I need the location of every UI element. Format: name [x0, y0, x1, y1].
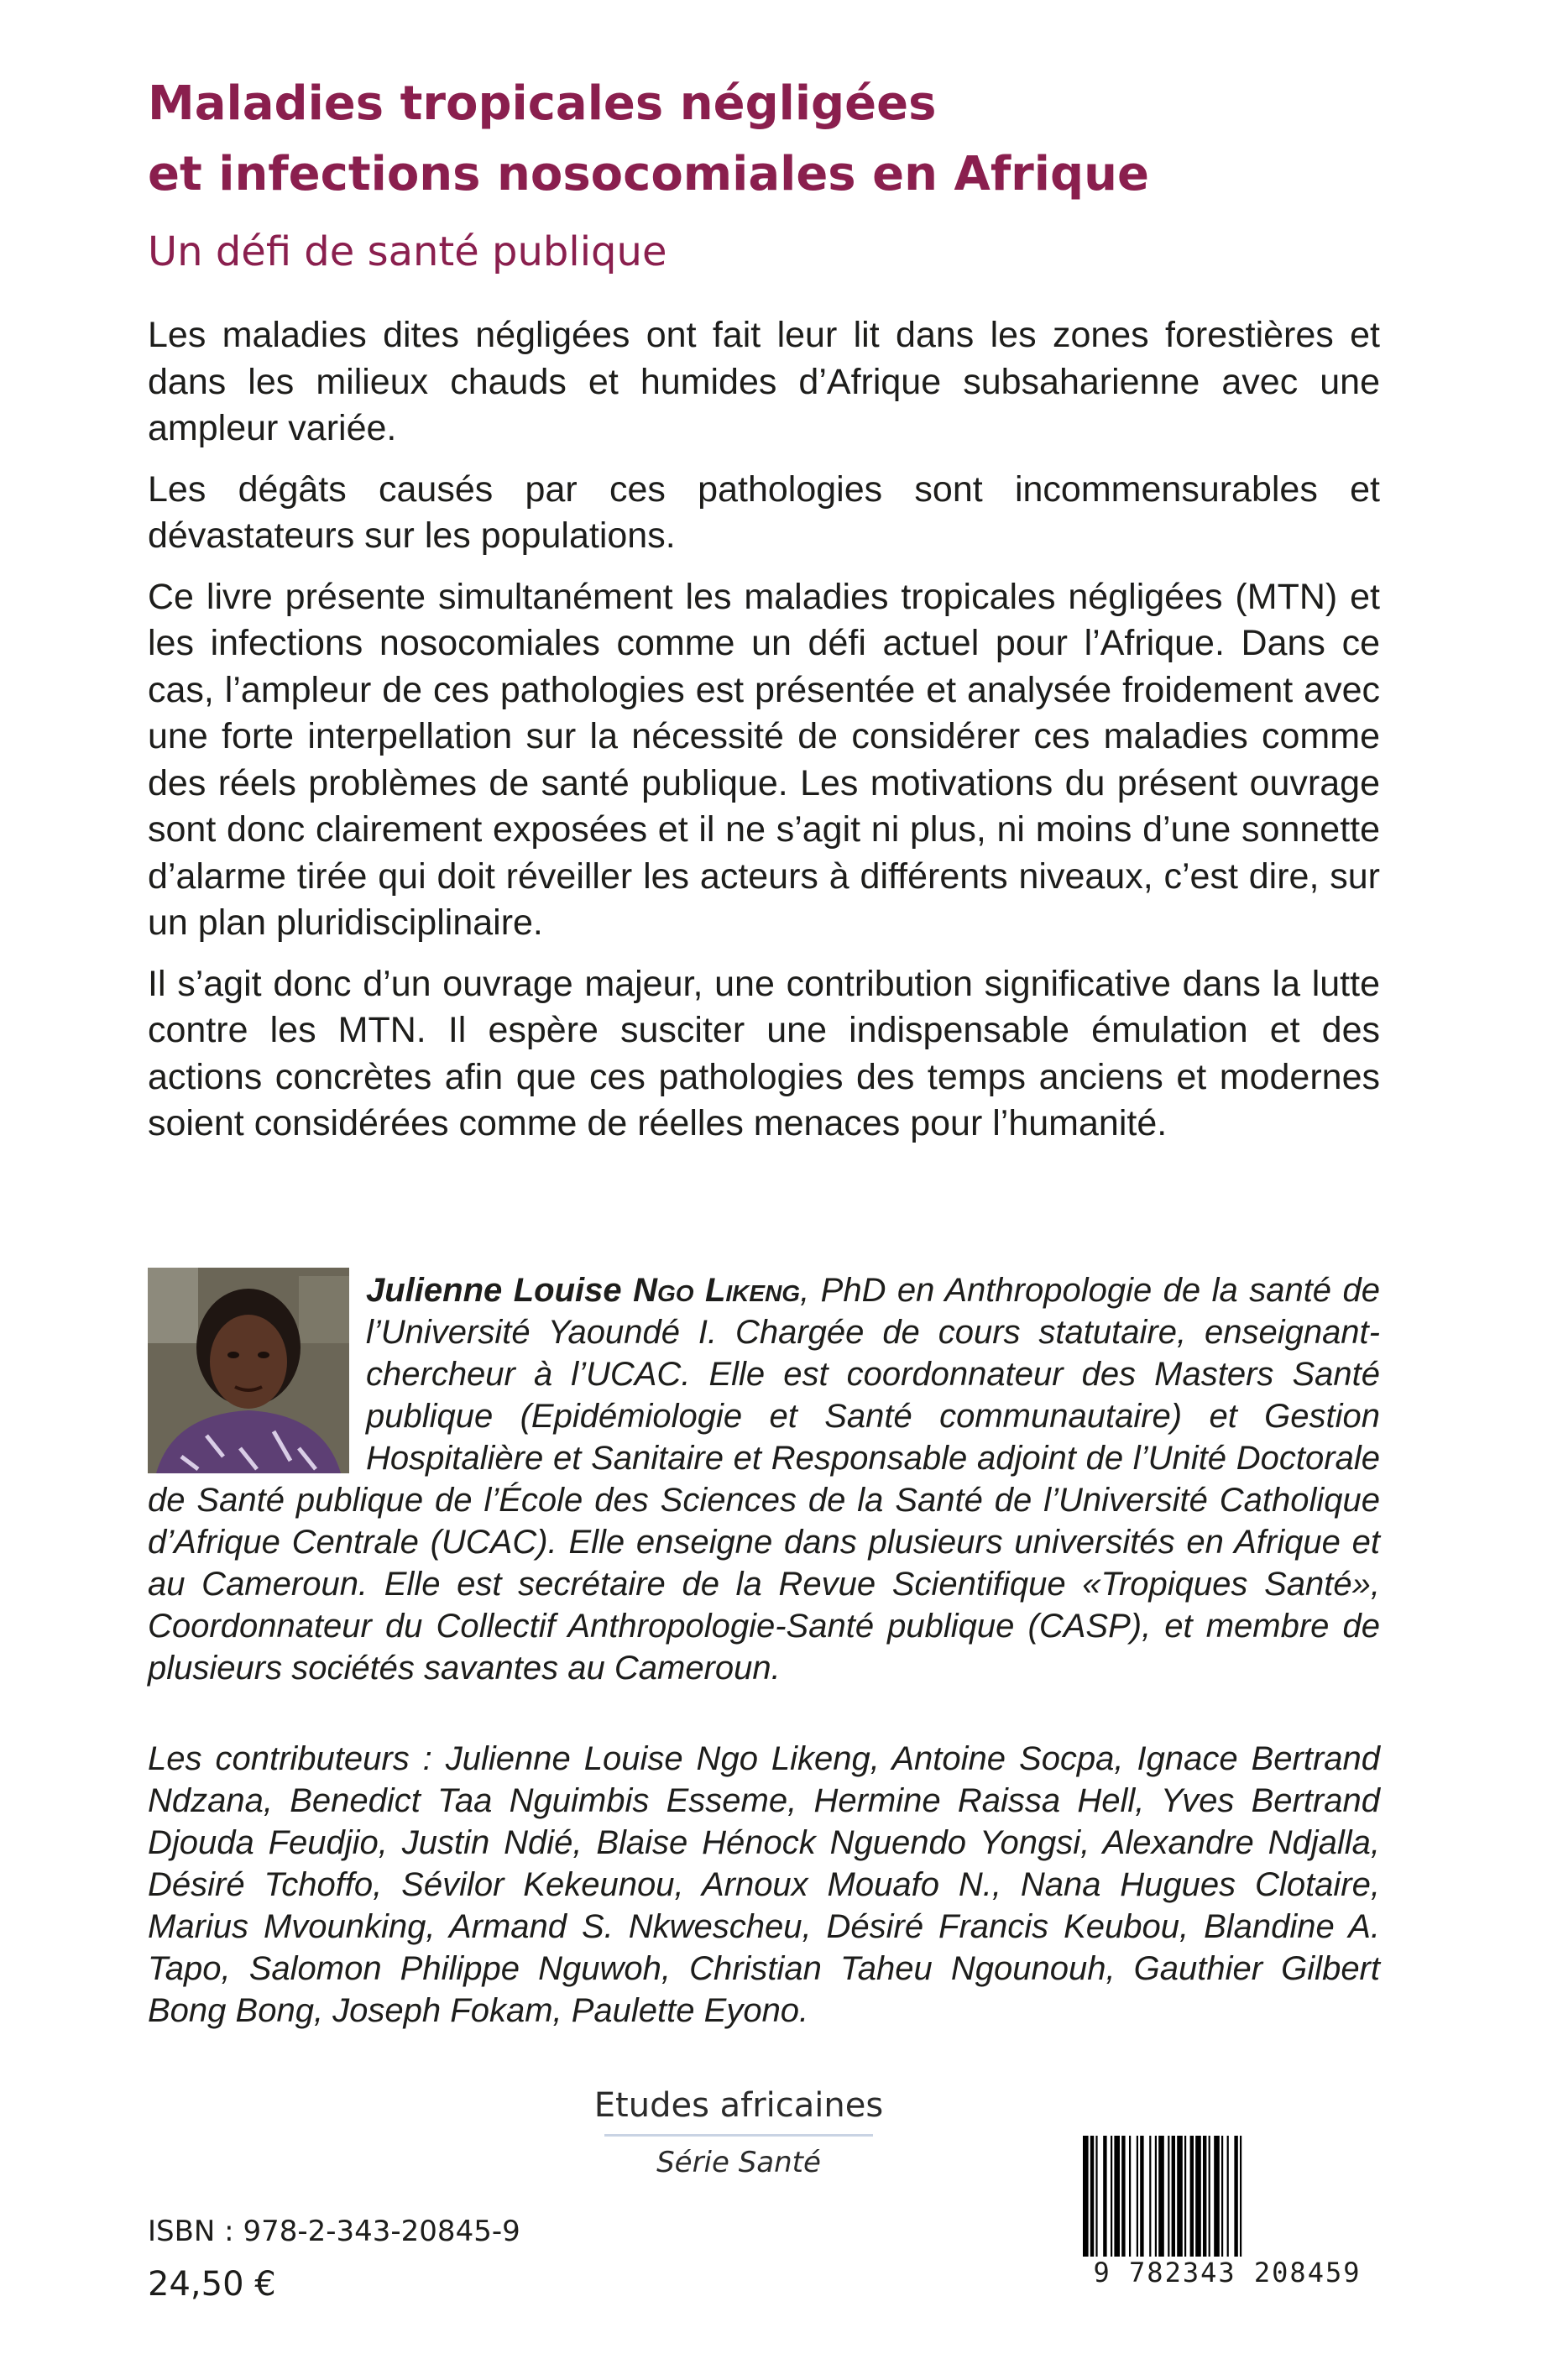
series-subtitle: Série Santé — [656, 2146, 821, 2179]
series-logo — [588, 2082, 890, 2182]
contributors-list: Les contributeurs : Julienne Louise Ngo Likeng, Antoine Socpa, Ignace Bertrand Ndzana, Benedict Taa Nguimbis Esseme, Hermine Raissa Hell, Yves Bertrand Djouda Feudjio, Justin Ndié, Blaise Hénock Nguendo Yongsi, Alexandre Ndjalla, Désiré Tchoffo, Sévilor Kekeunou, Arnoux Mouafo N., Nana Hugues Clotaire, Marius Mvounking, Armand S. Nkwescheu, Désiré Francis Keubou, Blandine A. Tapo, Salomon Philippe Nguwoh, Christian Taheu Ngounouh, Gauthier Gilbert Bong Bong, Joseph Fokam, Paulette Eyono. — [148, 1740, 1380, 2029]
photo-spacer — [148, 1269, 366, 1475]
title-line-1: Maladies tropicales négligées — [148, 76, 937, 131]
blurb-paragraph-3: Ce livre présente simultanément les maladies tropicales négligées (MTN) et les infections nosocomiales comme un défi actuel pour l’Afrique. Dans ce cas, l’ampleur de ces pathologies est présentée et analysée froidement avec une forte interpellation sur la nécessité de considérer ces maladies comme des réels problèmes de santé publique. Les motivations du présent ouvrage sont donc clairement exposées et il ne s’agit ni plus, ni moins d’une sonnette d’alarme tirée qui doit réveiller les acteurs à différents niveaux, c’est dire, sur un plan pluridisciplinaire. — [148, 576, 1380, 943]
blurb-paragraph-1: Les maladies dites négligées ont fait leur lit dans les zones forestières et dans les milieux chauds et humides d’Afrique subsaharienne avec une ampleur variée. — [148, 315, 1380, 448]
author-bio — [148, 1269, 1380, 1689]
barcode-digits: 9 782343 208459 — [1076, 2257, 1378, 2288]
title-line-2: et infections nosocomiales en Afrique — [148, 147, 1149, 201]
blurb-paragraph-2: Les dégâts causés par ces pathologies sont incommensurables et dévastateurs sur les populations. — [148, 468, 1380, 556]
series-name: Etudes africaines — [593, 2086, 884, 2125]
isbn: ISBN : 978-2-343-20845-9 — [148, 2215, 520, 2248]
book-title — [148, 69, 1407, 210]
series-divider — [604, 2134, 873, 2137]
book-subtitle: Un défi de santé publique — [148, 228, 667, 275]
blurb — [148, 312, 1380, 1162]
price: 24,50 € — [148, 2265, 276, 2304]
author-given-name: Julienne Louise — [366, 1272, 634, 1309]
author-bio-text: , PhD en Anthropologie de la santé de l’Université Yaoundé I. Chargée de cours statutaire, enseignant-chercheur à l’UCAC. Elle est coordonnateur des Masters Santé publique (Epidémiologie et Santé communautaire) et Gestion Hospitalière et Sanitaire et Responsable adjoint de l’Unité Doctorale de Santé publique de l’École des Sciences de la Santé de l’Université Catholique d’Afrique Centrale (UCAC). Elle enseigne dans plusieurs universités en Afrique et au Cameroun. Elle est secrétaire de la Revue Scientifique «Tropiques Santé», Coordonnateur du Collectif Anthropologie-Santé publique (CASP), et membre de plusieurs sociétés savantes au Cameroun. — [148, 1272, 1380, 1687]
author-surname: Ngo Likeng — [633, 1272, 801, 1309]
blurb-paragraph-4: Il s’agit donc d’un ouvrage majeur, une contribution significative dans la lutte contre les MTN. Il espère susciter une indispensable émulation et des actions concrètes afin que ces pathologies des temps anciens et modernes soient considérées comme de réelles menaces pour l’humanité. — [148, 963, 1380, 1143]
